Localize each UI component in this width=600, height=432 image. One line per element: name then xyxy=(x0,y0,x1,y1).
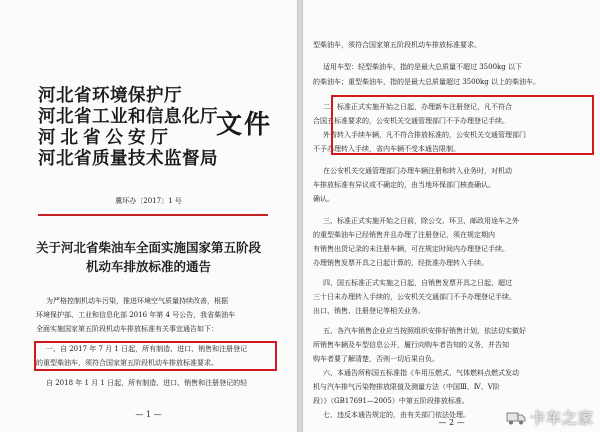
red-divider xyxy=(38,214,268,216)
text-line: 合国五标准要求的，公安机关交通管理部门不予办理登记手续。 xyxy=(313,117,509,125)
notice-title-line1: 关于河北省柴油车全面实施国家第五阶段 xyxy=(35,240,261,255)
agency-public-security: 河北省公安厅 xyxy=(38,128,173,148)
text-line: 五、各汽车销售企业应当按照组织安排好销售计划，依法切实做好 xyxy=(323,327,526,335)
intro-line: 全面实施国家第五阶段机动车排放标准有关事宜通告如下： xyxy=(36,325,218,333)
text-line: 车排放标准有异议或不确定的，由当地环保部门核查确认。 xyxy=(313,181,495,189)
item1-line: 的重型柴油车，须符合国家第五阶段机动车排放标准要求。 xyxy=(36,359,218,367)
text-line: 的重型柴油车已经销售并且办理了注册登记，须在规定期内 xyxy=(313,231,495,239)
text-line: 确认。 xyxy=(313,195,334,203)
text-line: 段）》（GB17691—2005）中第五阶段排放标准。 xyxy=(313,397,469,405)
document-number: 冀环办〔2017〕1 号 xyxy=(115,197,182,205)
intro-line: 环境保护部、工业和信息化部 2016 年第 4 号公告，我省柴油车 xyxy=(36,311,236,319)
highlight-box-item2 xyxy=(331,95,594,155)
page-number: — 1 — xyxy=(135,410,162,419)
text-line: 机与汽车排气污染物排放限值及测量方法（中国Ⅲ、Ⅳ、Ⅴ阶 xyxy=(313,383,500,391)
text-line: 适用车型：轻型柴油车，指的是最大总质量不超过 3500kg 以下 xyxy=(323,63,522,71)
text-line: 六、本通告所称国五标准指《车用压燃式、气体燃料点燃式发动 xyxy=(323,369,519,377)
text-line: 型柴油车，须符合国家第五阶段机动车排放标准要求。 xyxy=(313,41,481,49)
watermark-text: 卡车之家 xyxy=(529,409,594,427)
item2-line: 自 2018 年 1 月 1 日起，所有制造、进口、销售和注册登记的轻 xyxy=(46,379,248,387)
text-line: 七、违反本通告规定的，由有关部门依法处理。 xyxy=(323,411,470,419)
document-page-2 xyxy=(303,0,600,432)
text-line: 出口、销售、注册登记等相关业务。 xyxy=(313,307,425,315)
text-line: 的柴油车；重型柴油车，指的是最大总质量超过 3500kg 以上的柴油车。 xyxy=(313,78,540,86)
highlight-box-item1 xyxy=(34,341,277,371)
text-line: 办理销售发票开具之日起计算的，经批准办理转入手续。 xyxy=(313,259,488,267)
text-line: 在公安机关交通管理部门办理车辆注册和转入业务时，对机动 xyxy=(323,167,512,175)
site-watermark xyxy=(506,407,594,428)
text-line: 三、标准正式实施开始之日前，除公交、环卫、邮政用途车之外 xyxy=(323,217,519,225)
issuing-agencies xyxy=(38,86,218,170)
intro-line: 为严格控制机动车污染，推进环境空气质量持续改善，根据 xyxy=(46,297,228,305)
text-line: 有销售出货记录的未注册车辆，可在规定时间内办理登记手续。 xyxy=(313,245,509,253)
agency-quality: 河北省质量技术监督局 xyxy=(38,149,218,169)
notice-title-line2: 机动车排放标准的通告 xyxy=(85,259,211,274)
text-line: 四、国五标准正式实施之日起，自销售发票开具之日起，超过 xyxy=(323,279,512,287)
item1-line: 一、自 2017 年 7 月 1 日起，所有制造、进口、销售和注册登记 xyxy=(46,345,248,353)
truck-icon xyxy=(506,410,526,426)
text-line: 三十日未办理转入手续的，公安机关交通部门不予办理登记手续。 xyxy=(313,293,516,301)
text-line: 不予办理转入手续，省内车辆不受本通告限制。 xyxy=(313,145,460,153)
agency-environment: 河北省环境保护厅 xyxy=(38,86,182,106)
document-suffix: 文件 xyxy=(216,110,273,140)
text-line: 外省转入手续车辆，凡不符合排放标准的，公安机关交通管理部门 xyxy=(323,131,526,139)
text-line: 二、标准正式实施开始之日起，办理新车注册登记，凡不符合 xyxy=(323,103,512,111)
page-number: — 2 — xyxy=(438,418,465,427)
text-line: 所销售车辆及车型信息公开，履行向购车者告知的义务，并告知 xyxy=(313,341,509,349)
agency-industry: 河北省工业和信息化厅 xyxy=(38,107,218,127)
notice-title xyxy=(0,238,297,276)
text-line: 购车者要了解清楚，否则一切后果自负。 xyxy=(313,355,439,363)
document-page-1 xyxy=(0,0,297,432)
